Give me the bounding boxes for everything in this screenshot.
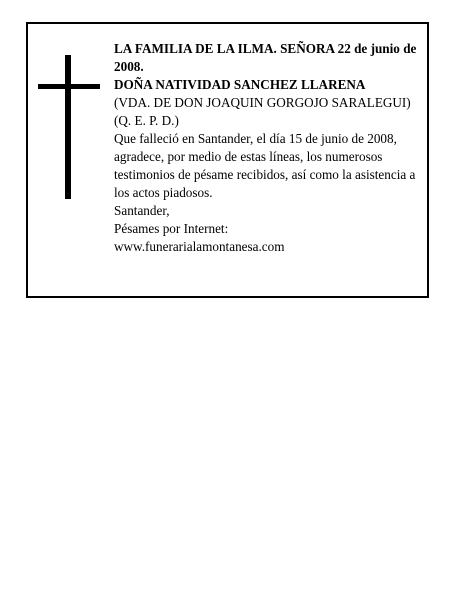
notice-place: Santander, [114,203,170,218]
condolences-label: Pésames por Internet: [114,221,229,236]
widow-of-line: (VDA. DE DON JOAQUIN GORGOJO SARALEGUI) [114,95,411,110]
obituary-notice [26,22,429,298]
notice-text [114,40,424,256]
notice-heading: LA FAMILIA DE LA ILMA. SEÑORA 22 de junio de 2008. [114,41,417,74]
latin-cross-icon [38,55,100,199]
funeral-home-website: www.funerarialamontanesa.com [114,239,285,254]
deceased-name: DOÑA NATIVIDAD SANCHEZ LLARENA [114,77,366,92]
notice-body: Que falleció en Santander, el día 15 de junio de 2008, agradece, por medio de estas líneas, los numerosos testimonios de pésame recibidos, así como la asistencia a los actos piadosos. [114,131,416,200]
qepd-line: (Q. E. P. D.) [114,113,179,128]
cross-vertical-bar [65,55,71,199]
cross-horizontal-bar [38,84,100,89]
